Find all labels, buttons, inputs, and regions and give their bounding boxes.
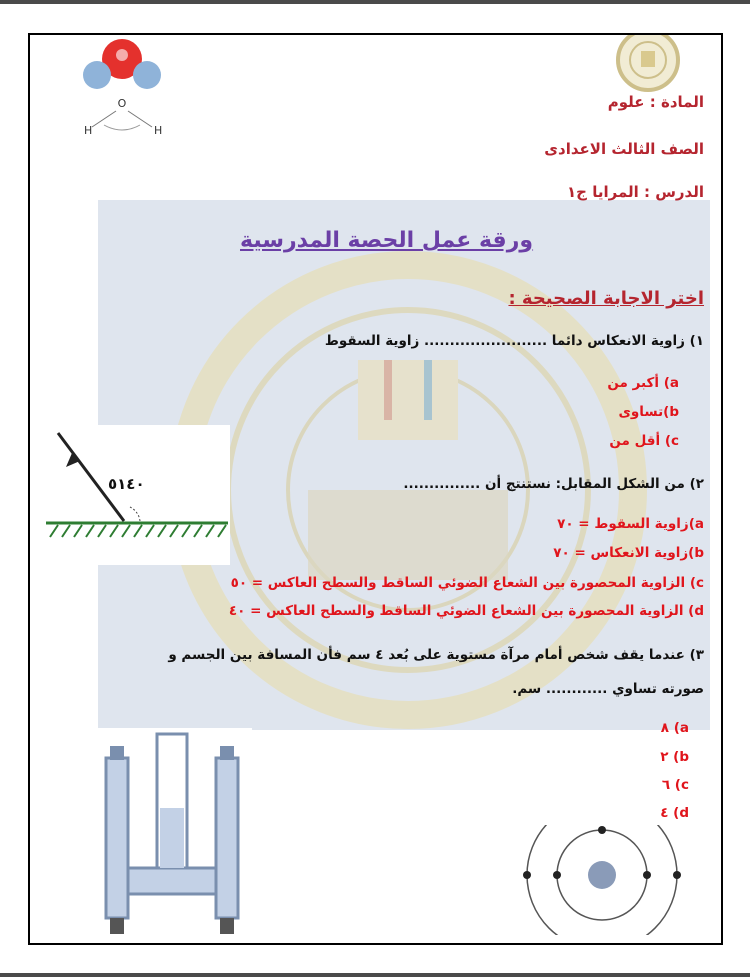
ray-arrow-icon — [66, 453, 80, 467]
question-1-text: ١) زاوية الانعكاس دائما ........................ زاوية السقوط — [324, 333, 704, 349]
subject-label: المادة : علوم — [607, 93, 704, 111]
q2-option-d: d) الزاوية المحصورة بين الشعاع الضوئي الساقط والسطح العاكس = ٤٠ — [228, 603, 704, 619]
mirror-diagram — [30, 425, 230, 565]
q1-option-a: a) أكبر من — [607, 375, 679, 391]
q1-option-c: c) أقل من — [609, 433, 679, 449]
atom-o: O — [117, 97, 127, 110]
atom-orbit-icon — [522, 825, 682, 935]
question-3-text-line2: صورته تساوي ............ سم. — [512, 681, 704, 697]
instruction-heading: اختر الاجابة الصحيحة : — [508, 288, 704, 309]
water-molecule-icon — [72, 37, 172, 152]
lesson-label: الدرس : المرايا ج١ — [567, 183, 704, 201]
top-border — [0, 0, 750, 4]
question-2-text: ٢) من الشكل المقابل: نستنتج أن ............... — [403, 476, 704, 492]
bottom-border — [0, 973, 750, 977]
q1-option-b: b)تساوى — [618, 404, 679, 420]
page-title: ورقة عمل الحصة المدرسية — [240, 228, 534, 253]
q3-option-b: b) ٢ — [660, 749, 689, 765]
mirror-figure — [30, 425, 230, 565]
atom-h-left: H — [84, 124, 93, 137]
q2-option-b: b)زاوية الانعكاس = ٧٠ — [553, 545, 704, 561]
q2-option-a: a)زاوية السقوط = ٧٠ — [557, 516, 704, 532]
question-3-text-line1: ٣) عندما يقف شخص أمام مرآة مستوية على بُعد ٤ سم فأن المسافة بين الجسم و — [168, 647, 704, 663]
q2-option-c: c) الزاوية المحصورة بين الشعاع الضوئي الساقط والسطح العاكس = ٥٠ — [230, 575, 704, 591]
q3-option-a: a) ٨ — [660, 720, 689, 736]
figure-angle-label: ٥١٤٠ — [108, 475, 145, 493]
grade-label: الصف الثالث الاعدادى — [544, 140, 704, 158]
q3-option-c: c) ٦ — [661, 777, 689, 793]
q3-option-d: d) ٤ — [660, 805, 689, 821]
worksheet-page — [28, 33, 723, 945]
atom-h-right: H — [154, 124, 163, 137]
electrolysis-apparatus-icon — [92, 728, 252, 943]
ministry-seal-icon — [608, 33, 688, 95]
